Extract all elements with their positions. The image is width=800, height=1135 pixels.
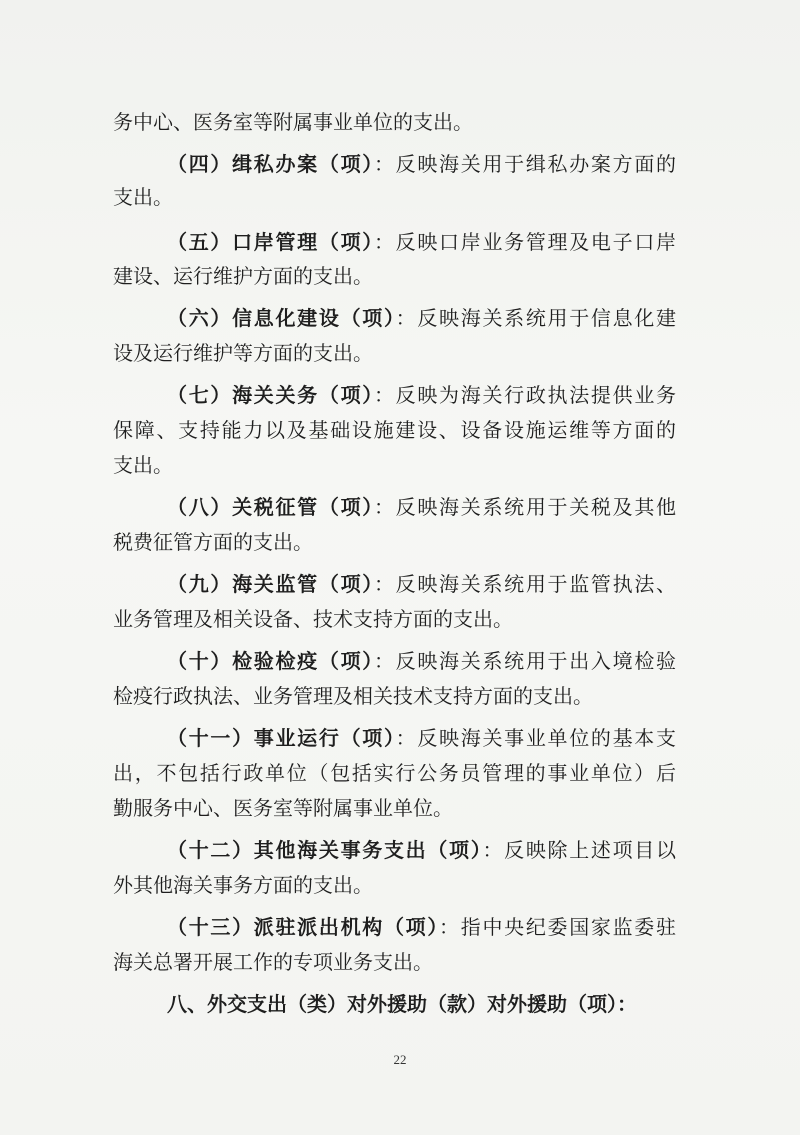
text-line xyxy=(113,682,593,710)
text-line xyxy=(167,150,678,178)
text-line xyxy=(113,948,433,976)
text-line xyxy=(167,990,637,1018)
body-text: 勤服务中心、医务室等附属事业单位。 xyxy=(113,796,453,820)
item-heading: （十三）派驻派出机构（项） xyxy=(167,915,440,939)
text-line xyxy=(167,647,678,675)
item-heading: （十二）其他海关事务支出（项） xyxy=(167,838,483,862)
text-line xyxy=(113,605,513,633)
item-heading: （七）海关关务（项） xyxy=(167,383,374,407)
text-line xyxy=(113,528,313,556)
body-text: ：反映海关用于缉私办案方面的 xyxy=(373,152,678,176)
text-line xyxy=(167,570,678,598)
body-text: 检疫行政执法、业务管理及相关技术支持方面的支出。 xyxy=(113,684,593,708)
item-heading: （九）海关监管（项） xyxy=(167,572,374,596)
body-text: 设及运行维护等方面的支出。 xyxy=(113,341,373,365)
page-number: 22 xyxy=(393,1052,407,1067)
text-line xyxy=(167,913,678,941)
body-text: 支出。 xyxy=(113,185,173,209)
body-text: 出，不包括行政单位（包括实行公务员管理的事业单位）后 xyxy=(113,761,678,785)
text-line xyxy=(167,493,678,521)
text-line xyxy=(113,339,373,367)
text-line xyxy=(113,108,473,136)
body-text: 建设、运行维护方面的支出。 xyxy=(113,264,373,288)
text-line xyxy=(113,183,173,211)
body-text: ：反映海关系统用于关税及其他 xyxy=(373,495,678,519)
text-line xyxy=(113,451,173,479)
body-text: ：反映海关系统用于信息化建 xyxy=(395,306,678,330)
body-text: 保障、支持能力以及基础设施建设、设备设施运维等方面的 xyxy=(113,418,678,442)
text-line xyxy=(113,759,678,787)
body-text: ：反映口岸业务管理及电子口岸 xyxy=(373,230,678,254)
text-line xyxy=(113,262,373,290)
item-heading: （六）信息化建设（项） xyxy=(167,306,396,330)
body-text: ：指中央纪委国家监委驻 xyxy=(439,915,678,939)
body-text: 海关总署开展工作的专项业务支出。 xyxy=(113,950,433,974)
body-text: 支出。 xyxy=(113,453,173,477)
text-line xyxy=(167,724,678,752)
item-heading: （五）口岸管理（项） xyxy=(167,230,374,254)
body-text: 务中心、医务室等附属事业单位的支出。 xyxy=(113,110,473,134)
item-heading: （十一）事业运行（项） xyxy=(167,726,396,750)
item-heading: （八）关税征管（项） xyxy=(167,495,374,519)
text-line xyxy=(167,228,678,256)
body-text: ：反映海关事业单位的基本支 xyxy=(395,726,678,750)
item-heading: 八、外交支出（类）对外援助（款）对外援助（项）： xyxy=(167,992,637,1016)
text-line xyxy=(113,794,453,822)
body-text: ：反映海关系统用于出入境检验 xyxy=(373,649,678,673)
body-text: ：反映海关系统用于监管执法、 xyxy=(373,572,678,596)
body-text: 税费征管方面的支出。 xyxy=(113,530,313,554)
body-text: 业务管理及相关设备、技术支持方面的支出。 xyxy=(113,607,513,631)
body-text: ：反映为海关行政执法提供业务 xyxy=(373,383,678,407)
text-line xyxy=(167,381,678,409)
text-line xyxy=(113,871,373,899)
text-line xyxy=(113,416,678,444)
item-heading: （四）缉私办案（项） xyxy=(167,152,374,176)
text-line xyxy=(167,836,678,864)
item-heading: （十）检验检疫（项） xyxy=(167,649,374,673)
body-text: ：反映除上述项目以 xyxy=(482,838,678,862)
text-line xyxy=(167,304,678,332)
body-text: 外其他海关事务方面的支出。 xyxy=(113,873,373,897)
